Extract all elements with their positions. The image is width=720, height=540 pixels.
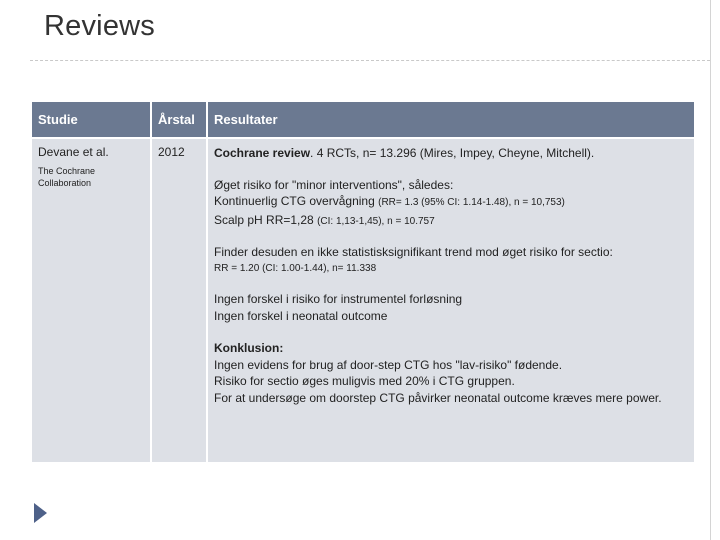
review-details: . 4 RCTs, n= 13.296 (Mires, Impey, Cheyne, Mitchell). xyxy=(310,146,595,160)
trend-stats: RR = 1.20 (CI: 1.00-1.44), n= 11.338 xyxy=(214,262,377,274)
risk-intro: Øget risiko for "minor interventions", således: xyxy=(214,177,454,192)
header-results: Resultater xyxy=(207,101,695,138)
conclusion-label: Konklusion: xyxy=(214,341,284,355)
slide-edge-rule xyxy=(710,0,711,540)
header-study: Studie xyxy=(31,101,151,138)
conclusion-line-1: Ingen evidens for brug af door-step CTG hos "lav-risiko" fødende. xyxy=(214,357,563,372)
scalp-stats: (CI: 1,13-1,45), n = 10.757 xyxy=(317,215,435,227)
review-label: Cochrane review xyxy=(214,146,311,160)
cell-year: 2012 xyxy=(151,138,207,463)
study-name: Devane et al. xyxy=(38,145,109,159)
no-diff-instrumental: Ingen forskel i risiko for instrumentel forløsning xyxy=(214,292,463,306)
reviews-table xyxy=(30,100,696,464)
triangle-right-icon[interactable] xyxy=(34,503,47,523)
page-title: Reviews xyxy=(44,10,155,42)
ctg-main: Kontinuerlig CTG overvågning xyxy=(214,194,375,208)
conclusion-line-2: Risiko for sectio øges muligvis med 20% i CTG gruppen. xyxy=(214,374,515,388)
scalp-line xyxy=(214,212,688,231)
ctg-line xyxy=(214,193,688,212)
table-row xyxy=(31,138,695,463)
cell-results xyxy=(207,138,695,463)
ctg-stats: (RR= 1.3 (95% CI: 1.14-1.48), n = 10,753) xyxy=(378,197,565,208)
header-year: Årstal xyxy=(151,101,207,138)
study-org: The Cochrane Collaboration xyxy=(38,166,96,188)
cell-study xyxy=(31,138,151,463)
no-diff-neonatal: Ingen forskel i neonatal outcome xyxy=(214,308,388,323)
title-divider xyxy=(30,60,710,61)
scalp-main: Scalp pH RR=1,28 xyxy=(214,212,314,227)
trend-text: Finder desuden en ikke statistisksignifikant trend mod øget risiko for sectio: xyxy=(214,245,613,259)
review-line xyxy=(214,145,688,162)
conclusion-line-3: For at undersøge om doorstep CTG påvirker neonatal outcome kræves mere power. xyxy=(214,390,662,405)
table-header-row xyxy=(31,101,695,138)
